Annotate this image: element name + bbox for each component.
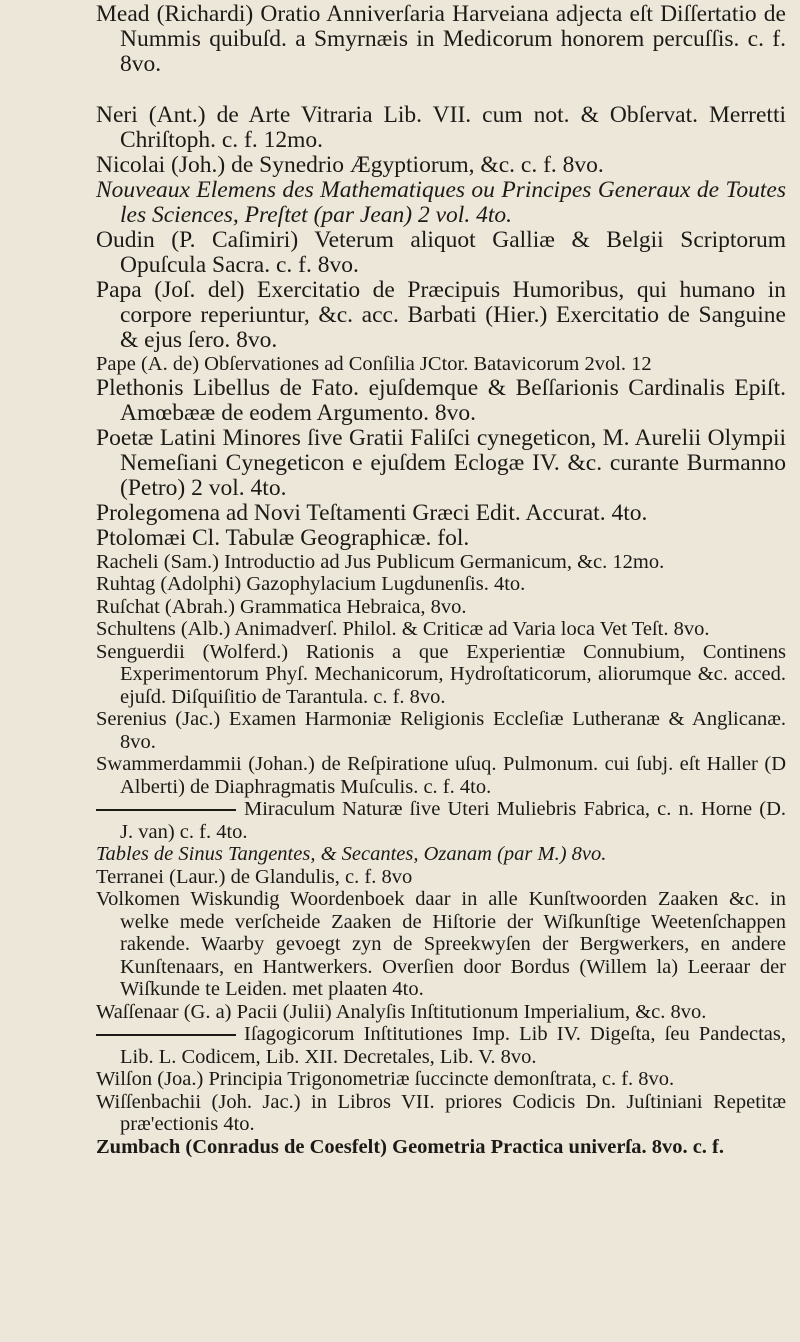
ditto-rule: [96, 1034, 236, 1036]
entry-zumbach: Zumbach (Conradus de Coesfelt) Geometria Practica univerſa. 8vo. c. f.: [96, 1135, 724, 1158]
entry-ruhtag: Ruhtag (Adolphi) Gazophylacium Lugdunenſis. 4to.: [96, 573, 526, 595]
entry-swammerdammii: Swammerdammii (Johan.) de Reſpiratione uſuq. Pulmonum. cui ſubj. eſt Haller (D Alberti) de Diaphragmatis Muſculis. c. f. 4to.: [96, 753, 786, 798]
entry-serenius: Serenius (Jac.) Examen Harmoniæ Religionis Eccleſiæ Lutheranæ & Anglicanæ. 8vo.: [96, 708, 786, 753]
ditto-rule: [96, 809, 236, 811]
entry-senguerdii: Senguerdii (Wolferd.) Rationis a que Experientiæ Connubium, Continens Experimentorum Phyſ. Mechanicorum, Hydroſtaticorum, aliorumque &c. acced. ejuſd. Diſquiſitio de Tarantula. c. f. 8vo.: [96, 640, 786, 708]
entry-pape: Pape (A. de) Obſervationes ad Conſilia JCtor. Batavicorum 2vol. 12: [96, 353, 652, 375]
entry-oudin: Oudin (P. Caſimiri) Veterum aliquot Galliæ & Belgii Scriptorum Opuſcula Sacra. c. f. 8vo.: [96, 227, 786, 278]
entry-plethonis: Plethonis Libellus de Fato. ejuſdemque & Beſſarionis Cardinalis Epiſt. Amœbææ de eodem Argumento. 8vo.: [96, 374, 786, 426]
entry-papa: Papa (Joſ. del) Exercitatio de Præcipuis Humoribus, qui humano in corpore reperiuntur, &c. acc. Barbati (Hier.) Exercitatio de Sanguine & ejus ſero. 8vo.: [96, 277, 786, 353]
entry-terranei: Terranei (Laur.) de Glandulis, c. f. 8vo: [96, 865, 413, 888]
entry-ptolomaei: Ptolomæi Cl. Tabulæ Geographicæ. fol.: [96, 524, 470, 551]
entry-miraculum-text: Miraculum Naturæ ſive Uteri Muliebris Fabrica, c. n. Horne (D. J. van) c. f. 4to.: [120, 798, 786, 843]
entry-wissenbachii: Wiſſenbachii (Joh. Jac.) in Libros VII. priores Codicis Dn. Juſtiniani Repetitæ præ'ectionis 4to.: [96, 1090, 786, 1135]
entry-nouveaux-elemens: Nouveaux Elemens des Mathematiques ou Principes Generaux de Toutes les Sciences, Preſtet (par Jean) 2 vol. 4to.: [96, 177, 786, 228]
entry-neri: Neri (Ant.) de Arte Vitraria Lib. VII. cum not. & Obſervat. Merretti Chriſtoph. c. f. 12mo.: [96, 102, 786, 153]
entry-tables-de-sinus: Tables de Sinus Tangentes, & Secantes, Ozanam (par M.) 8vo.: [96, 843, 607, 865]
entry-wilson: Wilſon (Joa.) Principia Trigonometriæ ſuccincte demonſtrata, c. f. 8vo.: [96, 1068, 675, 1090]
entry-ruschat: Ruſchat (Abrah.) Grammatica Hebraica, 8vo.: [96, 595, 467, 618]
entry-miraculum: [96, 798, 786, 843]
entry-isagogicorum: [96, 1023, 786, 1068]
entry-wassenaar: Waſſenaar (G. a) Pacii (Julii) Analyſis Inſtitutionum Imperialium, &c. 8vo.: [96, 1000, 707, 1023]
section-gap: [96, 77, 786, 103]
entry-nicolai: Nicolai (Joh.) de Synedrio Ægyptiorum, &c. c. f. 8vo.: [96, 152, 604, 178]
entry-isagogicorum-text: Iſagogicorum Inſtitutiones Imp. Lib IV. Digeſta, ſeu Pandectas, Lib. L. Codicem, Lib. XII. Decretales, Lib. V. 8vo.: [120, 1023, 786, 1068]
catalogue-column: [96, 2, 786, 1158]
entry-schultens: Schultens (Alb.) Animadverſ. Philol. & Criticæ ad Varia loca Vet Teſt. 8vo.: [96, 618, 710, 640]
entry-poetae-latini: Poetæ Latini Minores ſive Gratii Faliſci cynegeticon, M. Aurelii Olympii Nemeſiani Cynegeticon e ejuſdem Eclogæ IV. &c. curante Burmanno (Petro) 2 vol. 4to.: [96, 424, 786, 501]
entry-racheli: Racheli (Sam.) Introductio ad Jus Publicum Germanicum, &c. 12mo.: [96, 550, 665, 573]
entry-volkomen: Volkomen Wiskundig Woordenboek daar in alle Kunſtwoorden Zaaken &c. in welke mede verſcheide Zaaken de Hiſtorie der Wiſkunſtige Weetenſchappen rakende. Waarby gevoegt zyn de Spreekwyſen der Bergwerkers, en andere Kunſtenaars, en Hantwerkers. Overſien door Bordus (Willem la) Leeraar der Wiſkunde te Leiden. met plaaten 4to.: [96, 888, 786, 1000]
entry-mead: Mead (Richardi) Oratio Anniverſaria Harveiana adjecta eſt Diſſertatio de Nummis quibuſd. a Smyrnæis in Medicorum honorem percuſſis. c. f. 8vo.: [96, 1, 786, 77]
entry-prolegomena: Prolegomena ad Novi Teſtamenti Græci Edit. Accurat. 4to.: [96, 499, 648, 526]
